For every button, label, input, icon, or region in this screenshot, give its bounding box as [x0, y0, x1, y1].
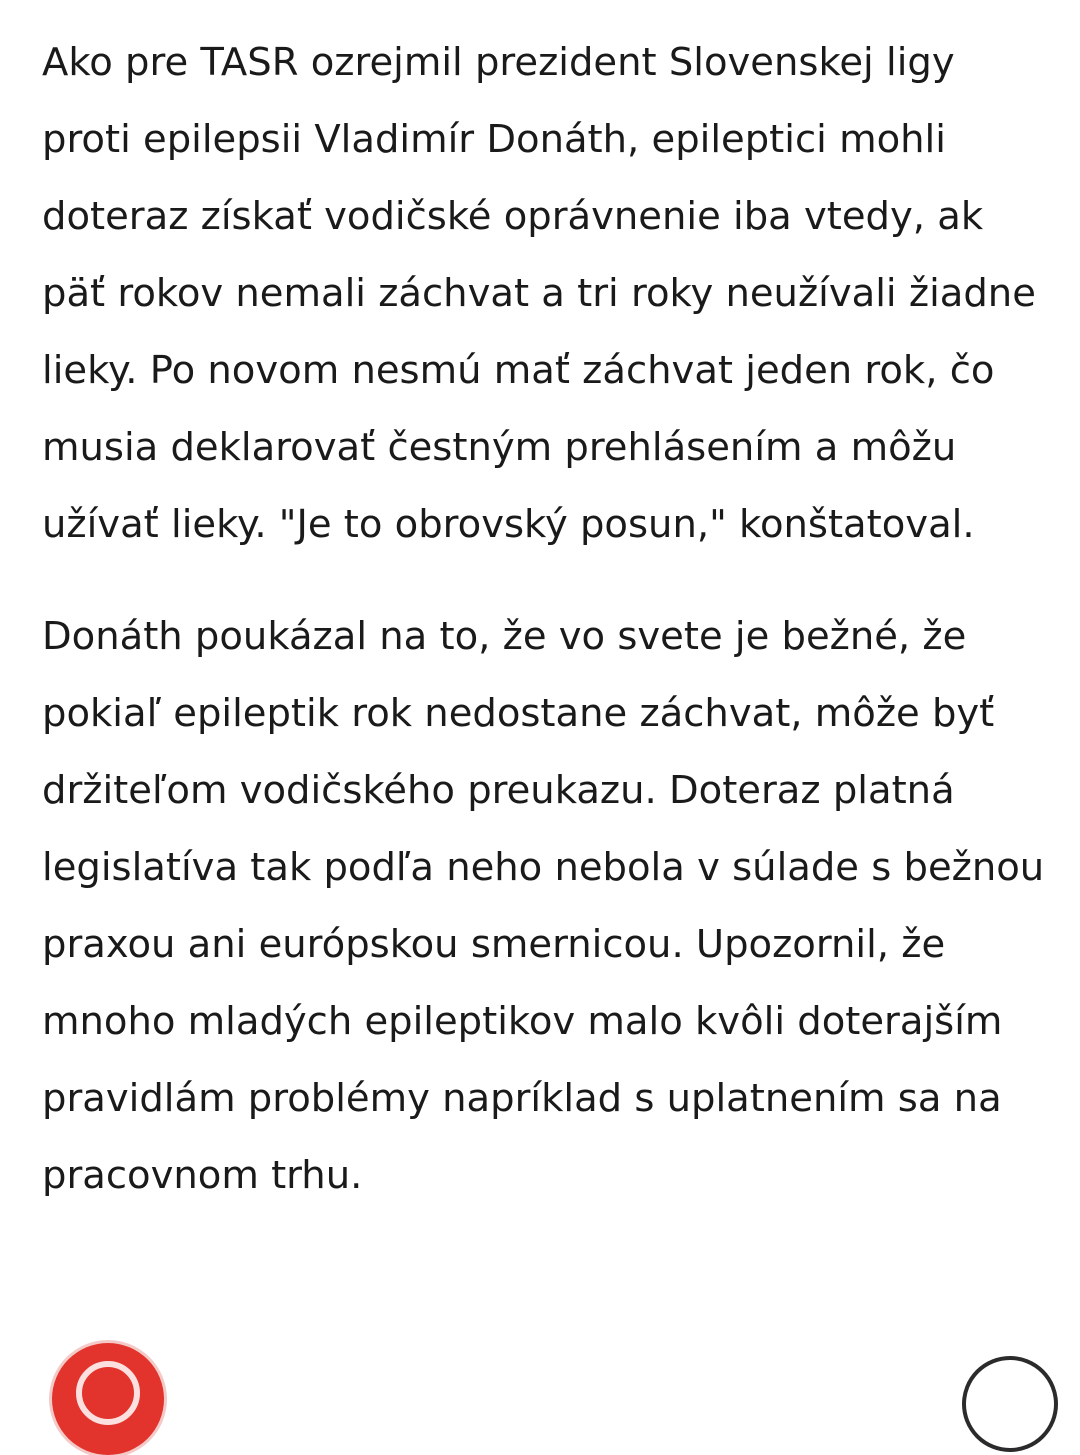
floating-action-button[interactable] [962, 1356, 1058, 1452]
article-paragraph-2: Donáth poukázal na to, že vo svete je bežné, že pokiaľ epileptik rok nedostane záchvat, môže byť držiteľom vodičského preukazu. Doteraz platná legislatíva tak podľa neho nebola v súlade s bežnou praxou ani európskou smernicou. Upozornil, že mnoho mladých epileptikov malo kvôli doterajším pravidlám problémy napríklad s uplatnením sa na pracovnom trhu. [42, 614, 1045, 1198]
brand-icon [76, 1361, 140, 1425]
floating-brand-button[interactable] [52, 1343, 164, 1455]
article-body [42, 24, 1052, 1249]
article-paragraph-1: Ako pre TASR ozrejmil prezident Slovenskej ligy proti epilepsii Vladimír Donáth, epileptici mohli doteraz získať vodičské oprávnenie iba vtedy, ak päť rokov nemali záchvat a tri roky neužívali žiadne lieky. Po novom nesmú mať záchvat jeden rok, čo musia deklarovať čestným prehlásením a môžu užívať lieky. "Je to obrovský posun," konštatoval. [42, 40, 1036, 547]
